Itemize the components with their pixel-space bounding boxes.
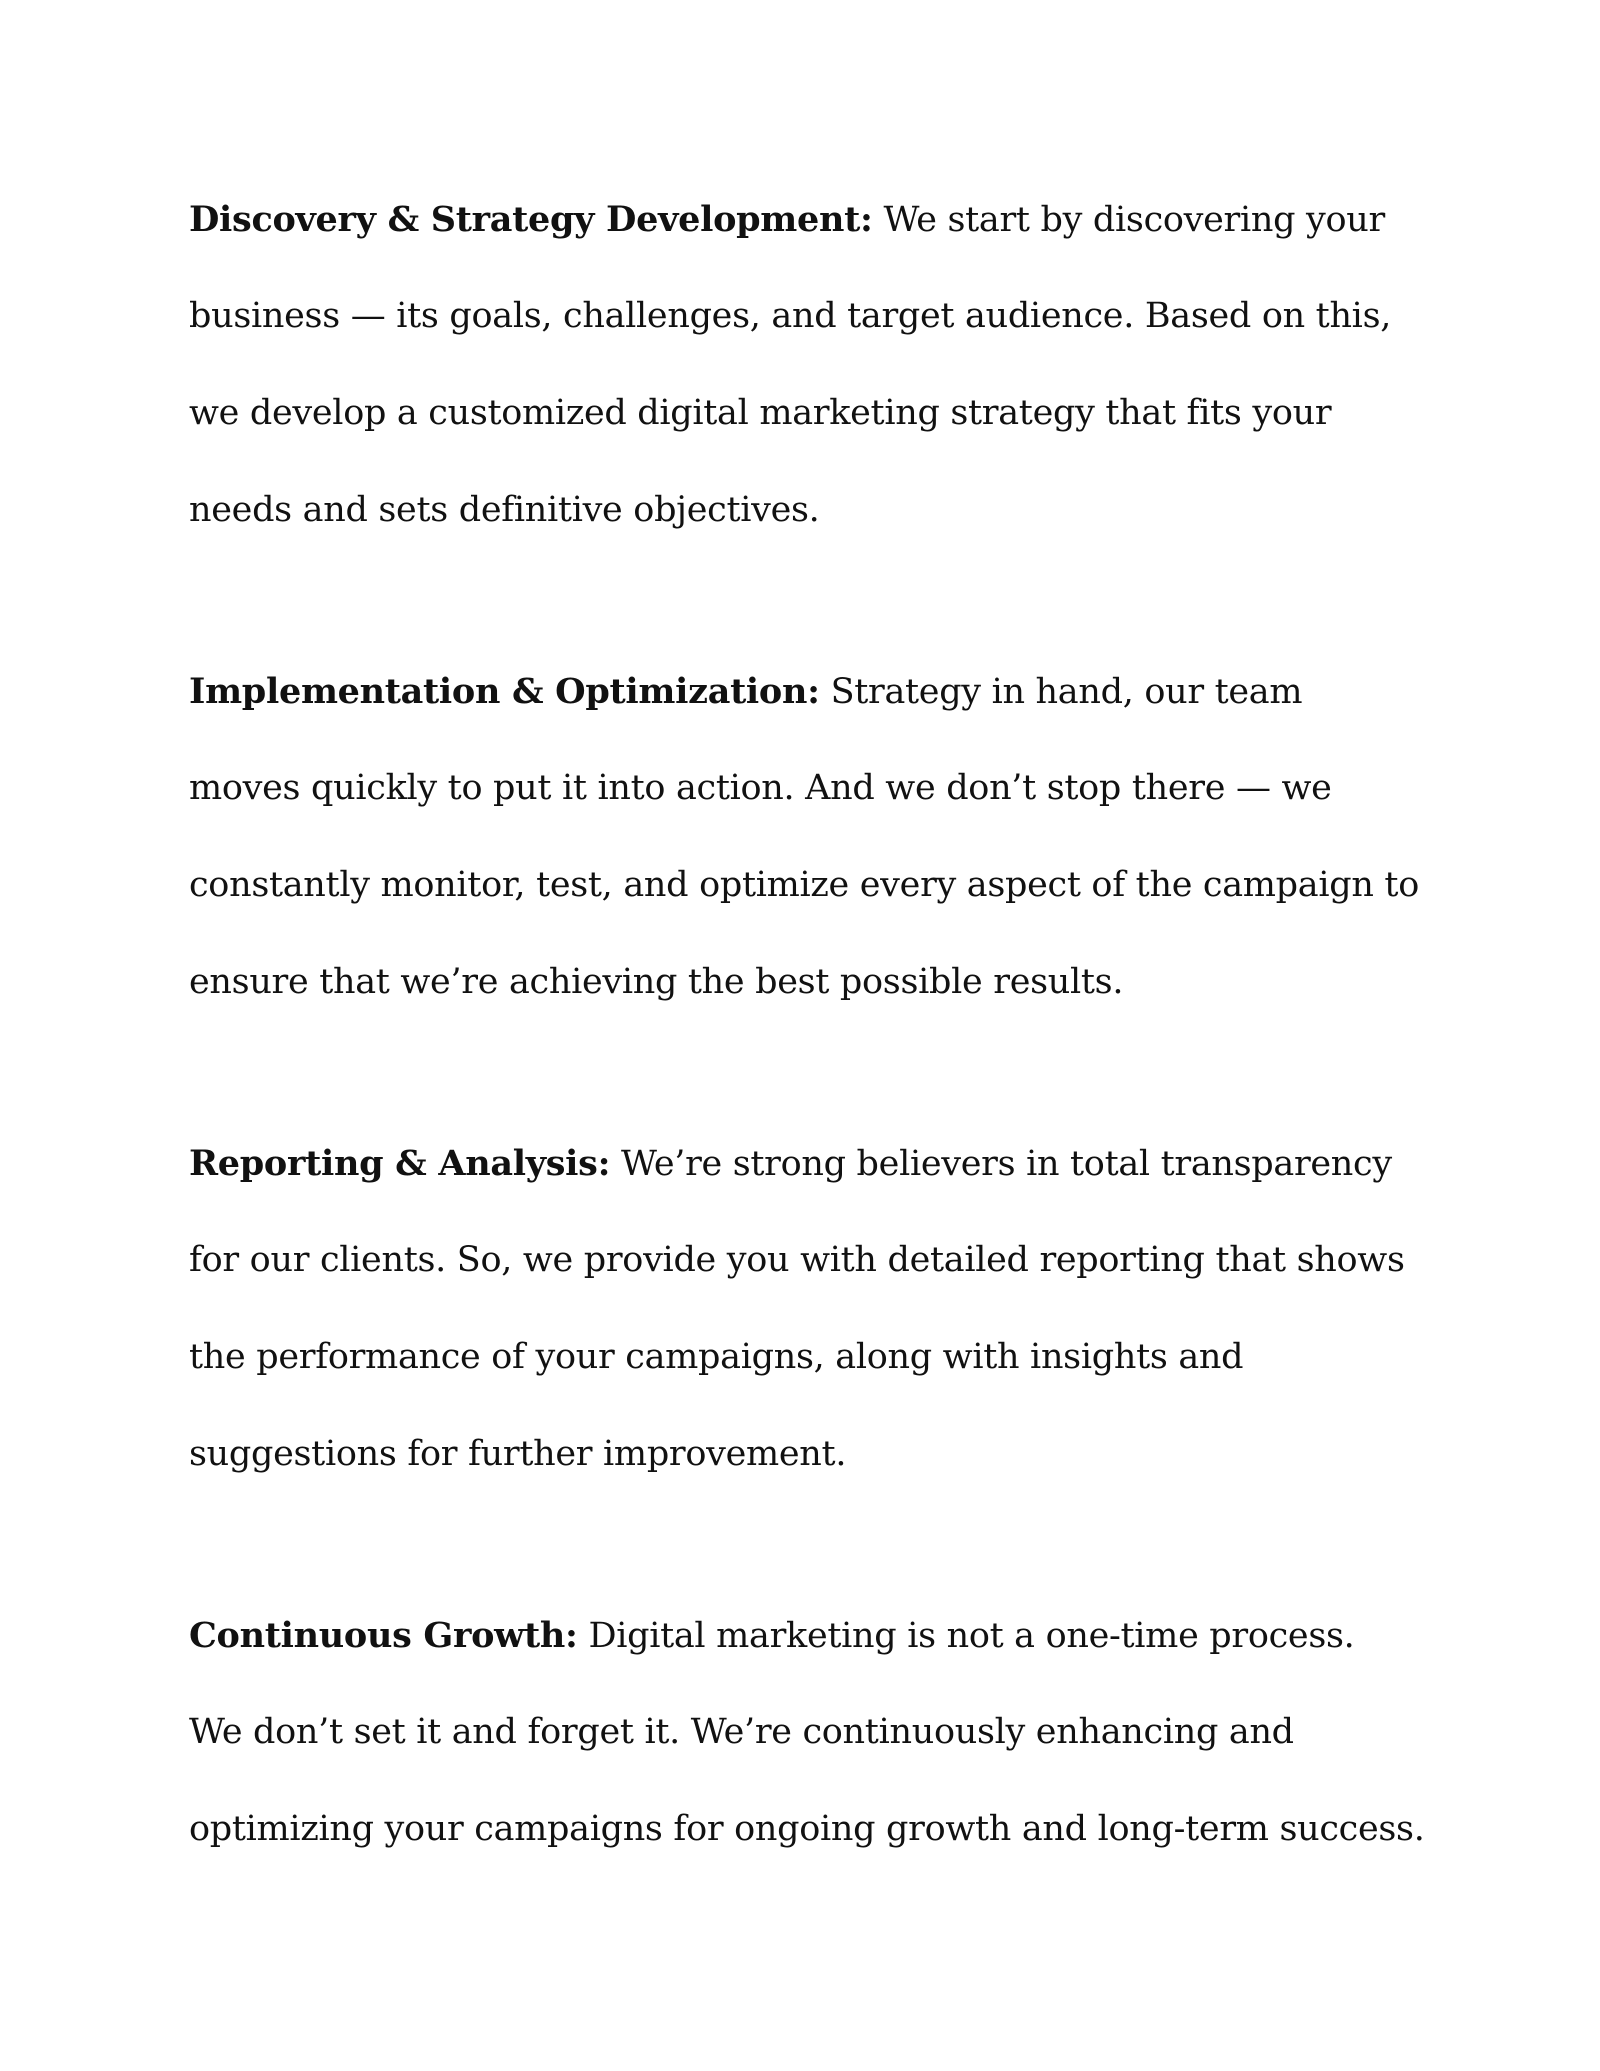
paragraph-line: needs and sets definitive objectives.	[189, 490, 820, 530]
paragraph-line: we develop a customized digital marketing strategy that fits your	[189, 393, 1332, 433]
paragraph-line: for our clients. So, we provide you with detailed reporting that shows	[189, 1240, 1405, 1280]
paragraph-line: business — its goals, challenges, and target audience. Based on this,	[189, 296, 1392, 336]
section-term: Discovery & Strategy Development:	[189, 199, 873, 240]
paragraph-text: Digital marketing is not a one-time process.	[577, 1616, 1355, 1656]
paragraph-line: the performance of your campaigns, along with insights and	[189, 1337, 1244, 1377]
paragraph-text: We start by discovering your	[872, 200, 1385, 240]
section-term: Implementation & Optimization:	[189, 671, 820, 712]
document-body	[189, 171, 1425, 1962]
paragraph-text: We’re strong believers in total transparency	[610, 1144, 1392, 1184]
paragraph-line: ensure that we’re achieving the best possible results.	[189, 962, 1124, 1002]
paragraph-line	[189, 1115, 1419, 1212]
section-continuous-growth	[189, 1587, 1425, 1878]
section-term: Reporting & Analysis:	[189, 1143, 611, 1184]
section-reporting-analysis	[189, 1115, 1419, 1503]
paragraph-line: constantly monitor, test, and optimize every aspect of the campaign to	[189, 865, 1419, 905]
section-term: Continuous Growth:	[189, 1615, 578, 1656]
paragraph-line	[189, 1587, 1419, 1684]
section-discovery-strategy	[189, 171, 1419, 559]
paragraph-line	[189, 643, 1419, 740]
paragraph-line: moves quickly to put it into action. And we don’t stop there — we	[189, 768, 1332, 808]
paragraph-line: suggestions for further improvement.	[189, 1434, 847, 1474]
paragraph-line	[189, 171, 1419, 268]
paragraph-line: optimizing your campaigns for ongoing growth and long-term success.	[189, 1809, 1425, 1849]
paragraph-line: We don’t set it and forget it. We’re continuously enhancing and	[189, 1712, 1294, 1752]
paragraph-text: Strategy in hand, our team	[819, 672, 1303, 712]
section-implementation-optimization	[189, 643, 1419, 1031]
